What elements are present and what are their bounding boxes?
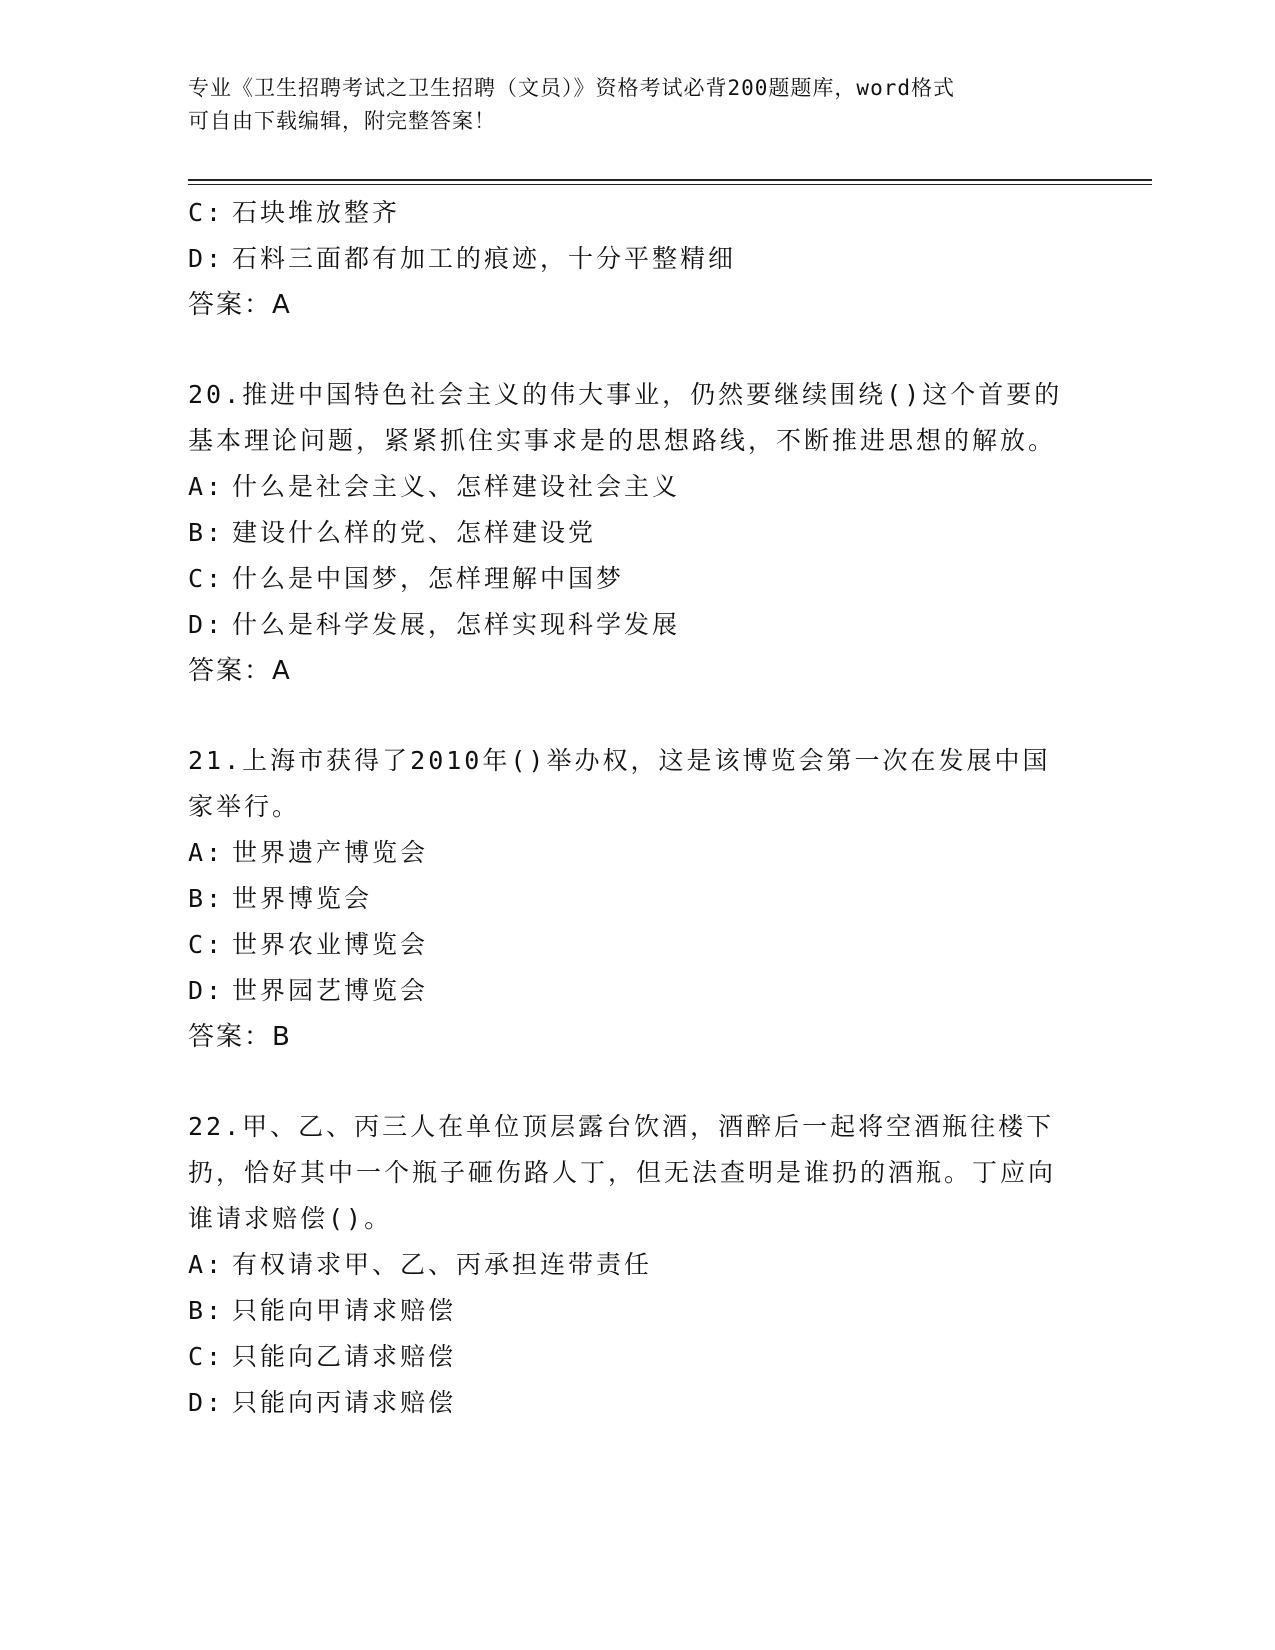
option-text: 石块堆放整齐	[232, 198, 401, 227]
answer-line: 答案：A	[188, 290, 292, 320]
header-line-1: 专业《卫生招聘考试之卫生招聘（文员）》资格考试必背200题题库，word格式	[188, 76, 955, 100]
option-text: 只能向甲请求赔偿	[232, 1296, 457, 1325]
question-stem: 20.推进中国特色社会主义的伟大事业，仍然要继续围绕()这个首要的基本理论问题，紧紧抓住实事求是的思想路线，不断推进思想的解放。	[188, 380, 1063, 455]
option-c	[188, 1334, 1088, 1380]
option-c	[188, 922, 1088, 968]
option-key: A:	[188, 1250, 225, 1279]
header-divider-thin	[188, 184, 1152, 185]
option-text: 什么是中国梦，怎样理解中国梦	[232, 564, 625, 593]
header-divider-thick	[188, 179, 1152, 181]
document-header	[188, 72, 1088, 138]
option-key: C:	[188, 930, 225, 959]
option-key: B:	[188, 1296, 225, 1325]
option-key: C:	[188, 564, 225, 593]
option-key: D:	[188, 244, 225, 273]
question-content	[188, 190, 1088, 1426]
option-key: A:	[188, 838, 225, 867]
option-text: 建设什么样的党、怎样建设党	[232, 518, 597, 547]
option-b	[188, 876, 1088, 922]
option-key: D:	[188, 610, 225, 639]
answer-line: 答案：B	[188, 1022, 292, 1052]
option-b	[188, 1288, 1088, 1334]
option-text: 世界农业博览会	[232, 930, 429, 959]
question-22	[188, 1104, 1088, 1426]
option-text: 什么是科学发展，怎样实现科学发展	[232, 610, 681, 639]
option-d	[188, 236, 1088, 282]
answer-line: 答案：A	[188, 656, 292, 686]
question-stem: 22.甲、乙、丙三人在单位顶层露台饮酒，酒醉后一起将空酒瓶往楼下扔，恰好其中一个瓶子砸伤路人丁，但无法查明是谁扔的酒瓶。丁应向谁请求赔偿()。	[188, 1112, 1057, 1233]
header-line-2: 可自由下载编辑，附完整答案！	[188, 109, 496, 133]
option-text: 只能向乙请求赔偿	[232, 1342, 457, 1371]
option-b	[188, 510, 1088, 556]
option-key: B:	[188, 884, 225, 913]
option-a	[188, 464, 1088, 510]
option-key: A:	[188, 472, 225, 501]
option-key: D:	[188, 976, 225, 1005]
option-d	[188, 602, 1088, 648]
option-text: 有权请求甲、乙、丙承担连带责任	[232, 1250, 653, 1279]
question-19-fragment	[188, 190, 1088, 328]
question-20	[188, 372, 1088, 694]
option-d	[188, 1380, 1088, 1426]
option-key: B:	[188, 518, 225, 547]
option-c	[188, 190, 1088, 236]
option-text: 世界遗产博览会	[232, 838, 429, 867]
option-d	[188, 968, 1088, 1014]
option-c	[188, 556, 1088, 602]
option-a	[188, 830, 1088, 876]
question-21	[188, 738, 1088, 1060]
option-text: 世界园艺博览会	[232, 976, 429, 1005]
option-text: 什么是社会主义、怎样建设社会主义	[232, 472, 681, 501]
option-text: 世界博览会	[232, 884, 373, 913]
option-key: C:	[188, 198, 225, 227]
option-text: 只能向丙请求赔偿	[232, 1388, 457, 1417]
option-key: D:	[188, 1388, 225, 1417]
option-a	[188, 1242, 1088, 1288]
question-stem: 21.上海市获得了2010年()举办权，这是该博览会第一次在发展中国家举行。	[188, 746, 1051, 821]
option-text: 石料三面都有加工的痕迹，十分平整精细	[232, 244, 737, 273]
option-key: C:	[188, 1342, 225, 1371]
